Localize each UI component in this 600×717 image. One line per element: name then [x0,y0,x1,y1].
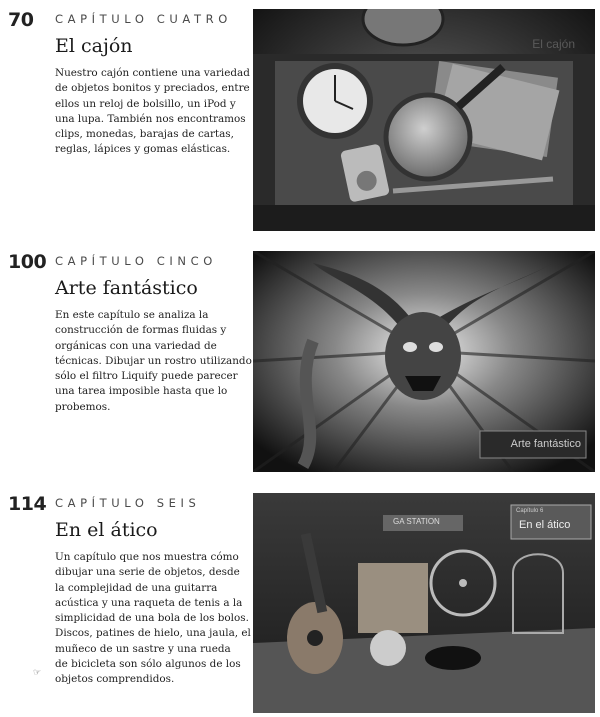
description-line: simplicidad de una bola de los bolos. [55,612,249,625]
chapter-description [55,66,255,158]
description-line: Nuestro cajón contiene una variedad [55,67,250,79]
description-line: Un capítulo que nos muestra cómo [55,551,239,563]
description-line: reglas, lápices y gomas elásticas. [55,143,231,156]
image-caption: En el ático [519,519,571,531]
description-line: de objetos bonitos y preciados, entre [55,82,250,95]
description-line: ellos un reloj de bolsillo, un iPod y [55,97,236,110]
description-line: muñeco de un sastre y una rueda [55,642,231,655]
description-line: una lupa. También nos encontramos [55,112,246,125]
description-line: probemos. [55,400,111,413]
description-line: la complejidad de una guitarra [55,581,218,594]
chapter-title: Arte fantástico [55,277,198,299]
page-number: 114 [8,493,47,515]
fantasy-art-illustration [253,251,595,472]
page-number: 70 [8,9,34,31]
page-number: 100 [8,251,47,273]
drawer-illustration [253,9,595,231]
description-line: Discos, patines de hielo, una jaula, el [55,627,251,640]
margin-mark: ☞ [33,668,42,678]
chapter-description [55,308,255,415]
chapter-title: En el ático [55,519,158,541]
description-line: objetos comprendidos. [55,673,175,686]
chapter-entry-5 [0,251,600,472]
description-line: de bicicleta son sólo algunos de los [55,658,241,671]
attic-illustration [253,493,595,713]
chapter-title: El cajón [55,35,133,57]
chapter-entry-6 [0,493,600,713]
description-line: técnicas. Dibujar un rostro utilizando [55,354,252,367]
description-line: construcción de formas fluidas y [55,324,227,337]
description-line: En este capítulo se analiza la [55,309,209,321]
image-sign-text: GA STATION [393,517,440,526]
chapter-heading: CAPÍTULO CINCO [55,254,217,268]
chapter-heading: CAPÍTULO SEIS [55,496,201,510]
image-caption: Arte fantástico [510,438,581,450]
chapter-description [55,550,255,688]
description-line: orgánicas con una variedad de [55,339,217,352]
description-line: clips, monedas, barajas de cartas, [55,128,234,141]
description-line: sólo el filtro Liquify puede parecer [55,370,238,383]
chapter-entry-4 [0,9,600,231]
chapter-heading: CAPÍTULO CUATRO [55,12,232,26]
image-caption: El cajón [532,37,575,51]
image-small-caption: Capítulo 6 [516,508,544,514]
description-line: una tarea imposible hasta que lo [55,385,228,398]
description-line: dibujar una serie de objetos, desde [55,566,240,579]
description-line: acústica y una raqueta de tenis a la [55,596,243,609]
